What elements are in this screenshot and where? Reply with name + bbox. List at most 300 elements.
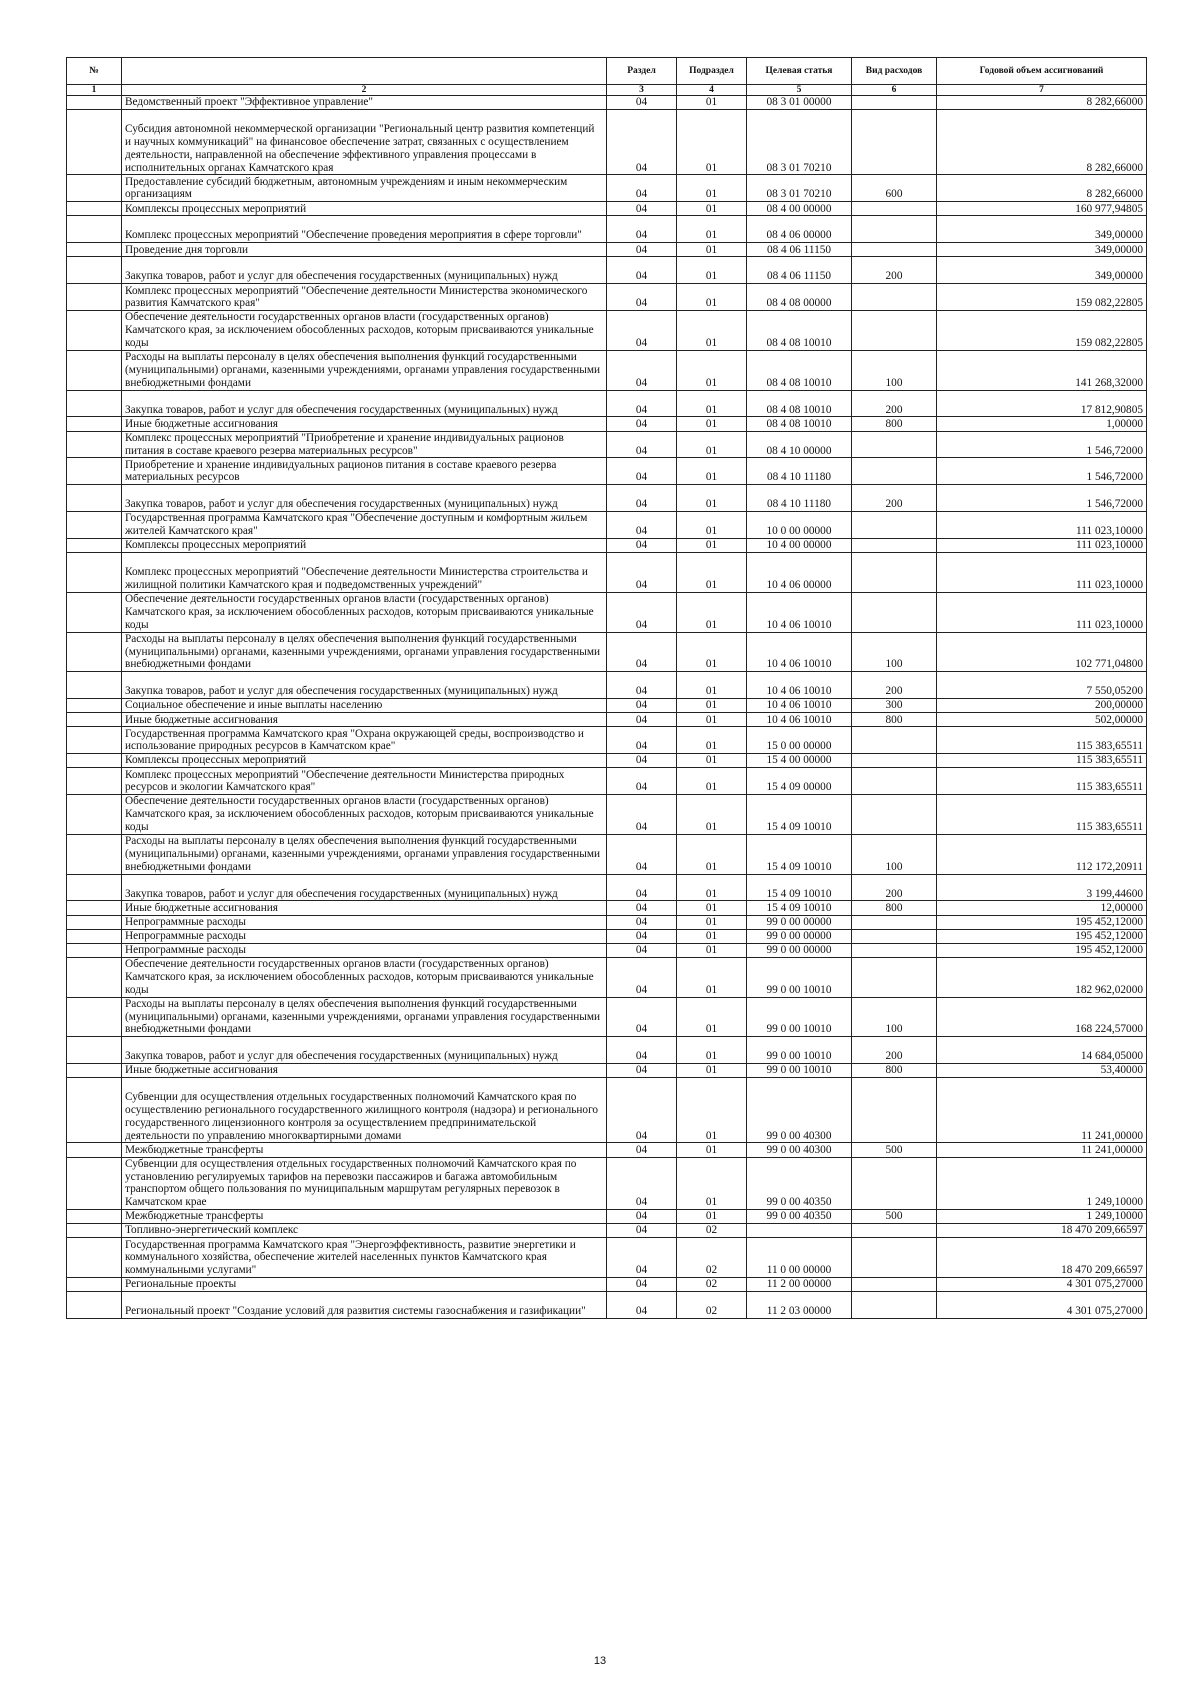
amount-cell: 11 241,00000 bbox=[937, 1078, 1147, 1143]
row-number-cell bbox=[67, 1078, 122, 1143]
kind-cell bbox=[852, 929, 937, 943]
razdel-cell: 04 bbox=[607, 632, 677, 672]
amount-cell: 12,00000 bbox=[937, 901, 1147, 915]
amount-cell: 4 301 075,27000 bbox=[937, 1277, 1147, 1291]
razdel-cell: 04 bbox=[607, 1210, 677, 1224]
amount-cell: 160 977,94805 bbox=[937, 202, 1147, 216]
podrazdel-cell: 01 bbox=[677, 1064, 747, 1078]
table-row bbox=[67, 1277, 1147, 1291]
amount-cell: 159 082,22805 bbox=[937, 311, 1147, 351]
table-row bbox=[67, 632, 1147, 672]
kind-cell bbox=[852, 727, 937, 754]
row-number-cell bbox=[67, 175, 122, 202]
kind-cell bbox=[852, 768, 937, 795]
table-row bbox=[67, 243, 1147, 257]
row-number-cell bbox=[67, 1224, 122, 1238]
razdel-cell: 04 bbox=[607, 672, 677, 699]
row-number-cell bbox=[67, 997, 122, 1037]
razdel-cell: 04 bbox=[607, 284, 677, 311]
table-row bbox=[67, 390, 1147, 417]
row-name-cell: Комплекс процессных мероприятий "Обеспечение деятельности Министерства природных ресурсов и экологии Камчатского края" bbox=[122, 768, 607, 795]
amount-cell: 3 199,44600 bbox=[937, 874, 1147, 901]
amount-cell: 141 268,32000 bbox=[937, 350, 1147, 390]
row-number-cell bbox=[67, 713, 122, 727]
row-number-cell bbox=[67, 553, 122, 593]
kind-cell bbox=[852, 202, 937, 216]
target-cell: 11 0 00 00000 bbox=[747, 1238, 852, 1278]
row-name-cell: Закупка товаров, работ и услуг для обеспечения государственных (муниципальных) нужд bbox=[122, 257, 607, 284]
kind-cell bbox=[852, 1078, 937, 1143]
razdel-cell: 04 bbox=[607, 901, 677, 915]
row-number-cell bbox=[67, 1064, 122, 1078]
podrazdel-cell: 01 bbox=[677, 901, 747, 915]
row-name-cell: Обеспечение деятельности государственных органов власти (государственных органов) Камчатского края, за исключением обособленных расходов, которым присваиваются уникальные коды bbox=[122, 795, 607, 835]
row-number-cell bbox=[67, 943, 122, 957]
column-number: 3 bbox=[607, 85, 677, 96]
row-number-cell bbox=[67, 874, 122, 901]
target-cell: 08 4 08 10010 bbox=[747, 350, 852, 390]
kind-cell: 200 bbox=[852, 874, 937, 901]
kind-cell: 800 bbox=[852, 901, 937, 915]
header-kind: Вид расходов bbox=[852, 58, 937, 85]
kind-cell bbox=[852, 512, 937, 539]
amount-cell: 182 962,02000 bbox=[937, 957, 1147, 997]
amount-cell: 168 224,57000 bbox=[937, 997, 1147, 1037]
row-name-cell: Топливно-энергетический комплекс bbox=[122, 1224, 607, 1238]
amount-cell: 195 452,12000 bbox=[937, 943, 1147, 957]
row-name-cell: Государственная программа Камчатского края "Охрана окружающей среды, воспроизводство и использование природных ресурсов в Камчатском крае" bbox=[122, 727, 607, 754]
row-number-cell bbox=[67, 699, 122, 713]
row-name-cell: Непрограммные расходы bbox=[122, 915, 607, 929]
target-cell: 08 3 01 00000 bbox=[747, 96, 852, 110]
amount-cell: 11 241,00000 bbox=[937, 1143, 1147, 1157]
row-name-cell: Иные бюджетные ассигнования bbox=[122, 417, 607, 431]
target-cell: 10 4 06 10010 bbox=[747, 672, 852, 699]
amount-cell: 8 282,66000 bbox=[937, 175, 1147, 202]
target-cell: 08 4 10 11180 bbox=[747, 458, 852, 485]
row-number-cell bbox=[67, 458, 122, 485]
target-cell: 10 4 06 10010 bbox=[747, 592, 852, 632]
column-number: 2 bbox=[122, 85, 607, 96]
header-target: Целевая статья bbox=[747, 58, 852, 85]
razdel-cell: 04 bbox=[607, 943, 677, 957]
razdel-cell: 04 bbox=[607, 311, 677, 351]
podrazdel-cell: 01 bbox=[677, 592, 747, 632]
kind-cell bbox=[852, 1238, 937, 1278]
row-number-cell bbox=[67, 202, 122, 216]
podrazdel-cell: 01 bbox=[677, 915, 747, 929]
target-cell: 11 2 00 00000 bbox=[747, 1277, 852, 1291]
table-row bbox=[67, 915, 1147, 929]
table-row bbox=[67, 1292, 1147, 1319]
razdel-cell: 04 bbox=[607, 1037, 677, 1064]
amount-cell: 7 550,05200 bbox=[937, 672, 1147, 699]
razdel-cell: 04 bbox=[607, 592, 677, 632]
podrazdel-cell: 01 bbox=[677, 699, 747, 713]
header-no: № bbox=[67, 58, 122, 85]
row-number-cell bbox=[67, 957, 122, 997]
podrazdel-cell: 01 bbox=[677, 1157, 747, 1210]
kind-cell bbox=[852, 110, 937, 175]
kind-cell: 200 bbox=[852, 672, 937, 699]
row-name-cell: Непрограммные расходы bbox=[122, 929, 607, 943]
row-name-cell: Комплекс процессных мероприятий "Приобретение и хранение индивидуальных рационов питания в составе краевого резерва материальных ресурсов" bbox=[122, 431, 607, 458]
row-number-cell bbox=[67, 592, 122, 632]
row-name-cell: Расходы на выплаты персоналу в целях обеспечения выполнения функций государственными (муниципальными) органами, казенными учреждениями, органами управления государственными внебюджетными фондами bbox=[122, 997, 607, 1037]
target-cell: 15 4 09 10010 bbox=[747, 901, 852, 915]
row-name-cell: Государственная программа Камчатского края "Обеспечение доступным и комфортным жильем жителей Камчатского края" bbox=[122, 512, 607, 539]
target-cell: 99 0 00 40350 bbox=[747, 1157, 852, 1210]
podrazdel-cell: 01 bbox=[677, 727, 747, 754]
razdel-cell: 04 bbox=[607, 553, 677, 593]
razdel-cell: 04 bbox=[607, 929, 677, 943]
row-name-cell: Субсидия автономной некоммерческой организации "Региональный центр развития компетенций и научных коммуникаций" на финансовое обеспечение затрат, связанных с осуществлением деятельности, направленной на обеспечение эффективного управления процессами в исполнительных органах Камчатского края bbox=[122, 110, 607, 175]
header-amount: Годовой объем ассигнований bbox=[937, 58, 1147, 85]
row-number-cell bbox=[67, 754, 122, 768]
table-row bbox=[67, 417, 1147, 431]
razdel-cell: 04 bbox=[607, 874, 677, 901]
row-number-cell bbox=[67, 727, 122, 754]
podrazdel-cell: 02 bbox=[677, 1277, 747, 1291]
table-row bbox=[67, 1224, 1147, 1238]
amount-cell: 115 383,65511 bbox=[937, 795, 1147, 835]
table-row bbox=[67, 727, 1147, 754]
table-row bbox=[67, 592, 1147, 632]
row-number-cell bbox=[67, 417, 122, 431]
kind-cell bbox=[852, 1224, 937, 1238]
amount-cell: 1 249,10000 bbox=[937, 1157, 1147, 1210]
kind-cell bbox=[852, 284, 937, 311]
target-cell: 08 4 08 10010 bbox=[747, 390, 852, 417]
amount-cell: 1 546,72000 bbox=[937, 458, 1147, 485]
table-row bbox=[67, 672, 1147, 699]
amount-cell: 18 470 209,66597 bbox=[937, 1224, 1147, 1238]
amount-cell: 349,00000 bbox=[937, 216, 1147, 243]
target-cell: 15 4 00 00000 bbox=[747, 754, 852, 768]
table-row bbox=[67, 458, 1147, 485]
row-number-cell bbox=[67, 485, 122, 512]
razdel-cell: 04 bbox=[607, 1292, 677, 1319]
table-row bbox=[67, 311, 1147, 351]
target-cell: 99 0 00 00000 bbox=[747, 929, 852, 943]
table-row bbox=[67, 216, 1147, 243]
kind-cell: 200 bbox=[852, 485, 937, 512]
razdel-cell: 04 bbox=[607, 795, 677, 835]
row-number-cell bbox=[67, 915, 122, 929]
razdel-cell: 04 bbox=[607, 458, 677, 485]
row-name-cell: Региональный проект "Создание условий для развития системы газоснабжения и газификации" bbox=[122, 1292, 607, 1319]
razdel-cell: 04 bbox=[607, 485, 677, 512]
podrazdel-cell: 01 bbox=[677, 1037, 747, 1064]
kind-cell bbox=[852, 943, 937, 957]
amount-cell: 17 812,90805 bbox=[937, 390, 1147, 417]
podrazdel-cell: 02 bbox=[677, 1238, 747, 1278]
row-name-cell: Предоставление субсидий бюджетным, автономным учреждениям и иным некоммерческим организациям bbox=[122, 175, 607, 202]
page-number: 13 bbox=[593, 1655, 607, 1667]
podrazdel-cell: 01 bbox=[677, 834, 747, 874]
target-cell: 08 4 06 11150 bbox=[747, 243, 852, 257]
kind-cell: 800 bbox=[852, 417, 937, 431]
row-number-cell bbox=[67, 1210, 122, 1224]
table-row bbox=[67, 754, 1147, 768]
table-row bbox=[67, 512, 1147, 539]
amount-cell: 14 684,05000 bbox=[937, 1037, 1147, 1064]
amount-cell: 111 023,10000 bbox=[937, 539, 1147, 553]
header-name bbox=[122, 58, 607, 85]
kind-cell: 100 bbox=[852, 997, 937, 1037]
column-number: 1 bbox=[67, 85, 122, 96]
row-number-cell bbox=[67, 672, 122, 699]
amount-cell: 102 771,04800 bbox=[937, 632, 1147, 672]
podrazdel-cell: 01 bbox=[677, 350, 747, 390]
razdel-cell: 04 bbox=[607, 417, 677, 431]
podrazdel-cell: 01 bbox=[677, 997, 747, 1037]
razdel-cell: 04 bbox=[607, 512, 677, 539]
podrazdel-cell: 01 bbox=[677, 1143, 747, 1157]
header-razdel: Раздел bbox=[607, 58, 677, 85]
row-number-cell bbox=[67, 311, 122, 351]
header-podrazdel: Подраздел bbox=[677, 58, 747, 85]
row-name-cell: Государственная программа Камчатского края "Энергоэффективность, развитие энергетики и коммунального хозяйства, обеспечение жителей населенных пунктов Камчатского края коммунальными услугами" bbox=[122, 1238, 607, 1278]
podrazdel-cell: 01 bbox=[677, 485, 747, 512]
row-name-cell: Закупка товаров, работ и услуг для обеспечения государственных (муниципальных) нужд bbox=[122, 485, 607, 512]
row-number-cell bbox=[67, 96, 122, 110]
kind-cell bbox=[852, 1277, 937, 1291]
podrazdel-cell: 01 bbox=[677, 1078, 747, 1143]
table-row bbox=[67, 1238, 1147, 1278]
target-cell: 15 4 09 00000 bbox=[747, 768, 852, 795]
target-cell: 99 0 00 40300 bbox=[747, 1078, 852, 1143]
target-cell: 08 3 01 70210 bbox=[747, 110, 852, 175]
podrazdel-cell: 01 bbox=[677, 713, 747, 727]
razdel-cell: 04 bbox=[607, 1224, 677, 1238]
kind-cell bbox=[852, 243, 937, 257]
table-row bbox=[67, 1210, 1147, 1224]
table-row bbox=[67, 957, 1147, 997]
amount-cell: 111 023,10000 bbox=[937, 592, 1147, 632]
kind-cell: 600 bbox=[852, 175, 937, 202]
amount-cell: 8 282,66000 bbox=[937, 110, 1147, 175]
podrazdel-cell: 01 bbox=[677, 768, 747, 795]
table-row bbox=[67, 553, 1147, 593]
row-number-cell bbox=[67, 1238, 122, 1278]
table-row bbox=[67, 1078, 1147, 1143]
kind-cell bbox=[852, 96, 937, 110]
table-header-row bbox=[67, 58, 1147, 85]
row-name-cell: Межбюджетные трансферты bbox=[122, 1210, 607, 1224]
target-cell: 08 4 10 00000 bbox=[747, 431, 852, 458]
row-name-cell: Обеспечение деятельности государственных органов власти (государственных органов) Камчатского края, за исключением обособленных расходов, которым присваиваются уникальные коды bbox=[122, 311, 607, 351]
razdel-cell: 04 bbox=[607, 431, 677, 458]
kind-cell: 200 bbox=[852, 390, 937, 417]
podrazdel-cell: 01 bbox=[677, 458, 747, 485]
target-cell bbox=[747, 1224, 852, 1238]
podrazdel-cell: 01 bbox=[677, 754, 747, 768]
razdel-cell: 04 bbox=[607, 1157, 677, 1210]
target-cell: 99 0 00 40350 bbox=[747, 1210, 852, 1224]
row-number-cell bbox=[67, 284, 122, 311]
razdel-cell: 04 bbox=[607, 754, 677, 768]
amount-cell: 159 082,22805 bbox=[937, 284, 1147, 311]
row-number-cell bbox=[67, 243, 122, 257]
kind-cell bbox=[852, 592, 937, 632]
kind-cell bbox=[852, 431, 937, 458]
table-row bbox=[67, 110, 1147, 175]
table-row bbox=[67, 768, 1147, 795]
row-name-cell: Иные бюджетные ассигнования bbox=[122, 713, 607, 727]
row-name-cell: Комплекс процессных мероприятий "Обеспечение деятельности Министерства экономического развития Камчатского края" bbox=[122, 284, 607, 311]
table-row bbox=[67, 943, 1147, 957]
table-row bbox=[67, 1143, 1147, 1157]
row-number-cell bbox=[67, 795, 122, 835]
table-row bbox=[67, 901, 1147, 915]
kind-cell bbox=[852, 458, 937, 485]
target-cell: 11 2 03 00000 bbox=[747, 1292, 852, 1319]
podrazdel-cell: 01 bbox=[677, 284, 747, 311]
amount-cell: 115 383,65511 bbox=[937, 768, 1147, 795]
amount-cell: 349,00000 bbox=[937, 257, 1147, 284]
target-cell: 08 4 08 00000 bbox=[747, 284, 852, 311]
razdel-cell: 04 bbox=[607, 1078, 677, 1143]
column-number: 6 bbox=[852, 85, 937, 96]
target-cell: 15 4 09 10010 bbox=[747, 834, 852, 874]
amount-cell: 53,40000 bbox=[937, 1064, 1147, 1078]
table-row bbox=[67, 175, 1147, 202]
target-cell: 15 4 09 10010 bbox=[747, 795, 852, 835]
row-number-cell bbox=[67, 539, 122, 553]
razdel-cell: 04 bbox=[607, 350, 677, 390]
podrazdel-cell: 01 bbox=[677, 795, 747, 835]
podrazdel-cell: 01 bbox=[677, 243, 747, 257]
podrazdel-cell: 01 bbox=[677, 943, 747, 957]
row-number-cell bbox=[67, 929, 122, 943]
row-number-cell bbox=[67, 768, 122, 795]
target-cell: 08 4 08 10010 bbox=[747, 417, 852, 431]
table-row bbox=[67, 539, 1147, 553]
podrazdel-cell: 01 bbox=[677, 202, 747, 216]
row-name-cell: Приобретение и хранение индивидуальных рационов питания в составе краевого резерва материальных ресурсов bbox=[122, 458, 607, 485]
table-row bbox=[67, 257, 1147, 284]
razdel-cell: 04 bbox=[607, 216, 677, 243]
podrazdel-cell: 01 bbox=[677, 632, 747, 672]
podrazdel-cell: 02 bbox=[677, 1292, 747, 1319]
razdel-cell: 04 bbox=[607, 915, 677, 929]
amount-cell: 1 546,72000 bbox=[937, 431, 1147, 458]
target-cell: 10 0 00 00000 bbox=[747, 512, 852, 539]
razdel-cell: 04 bbox=[607, 110, 677, 175]
kind-cell bbox=[852, 915, 937, 929]
kind-cell bbox=[852, 311, 937, 351]
column-number: 7 bbox=[937, 85, 1147, 96]
podrazdel-cell: 01 bbox=[677, 1210, 747, 1224]
row-number-cell bbox=[67, 257, 122, 284]
kind-cell bbox=[852, 216, 937, 243]
amount-cell: 4 301 075,27000 bbox=[937, 1292, 1147, 1319]
row-name-cell: Закупка товаров, работ и услуг для обеспечения государственных (муниципальных) нужд bbox=[122, 874, 607, 901]
row-number-cell bbox=[67, 1143, 122, 1157]
target-cell: 99 0 00 10010 bbox=[747, 997, 852, 1037]
razdel-cell: 04 bbox=[607, 1143, 677, 1157]
row-name-cell: Обеспечение деятельности государственных органов власти (государственных органов) Камчатского края, за исключением обособленных расходов, которым присваиваются уникальные коды bbox=[122, 957, 607, 997]
podrazdel-cell: 01 bbox=[677, 417, 747, 431]
kind-cell: 300 bbox=[852, 699, 937, 713]
target-cell: 99 0 00 10010 bbox=[747, 957, 852, 997]
kind-cell: 100 bbox=[852, 350, 937, 390]
row-name-cell: Комплекс процессных мероприятий "Обеспечение деятельности Министерства строительства и жилищной политики Камчатского края и подведомственных учреждений" bbox=[122, 553, 607, 593]
table-row bbox=[67, 834, 1147, 874]
budget-table bbox=[66, 57, 1147, 1319]
razdel-cell: 04 bbox=[607, 713, 677, 727]
row-name-cell: Межбюджетные трансферты bbox=[122, 1143, 607, 1157]
kind-cell bbox=[852, 754, 937, 768]
razdel-cell: 04 bbox=[607, 175, 677, 202]
table-row bbox=[67, 485, 1147, 512]
razdel-cell: 04 bbox=[607, 1277, 677, 1291]
kind-cell bbox=[852, 1157, 937, 1210]
row-name-cell: Закупка товаров, работ и услуг для обеспечения государственных (муниципальных) нужд bbox=[122, 672, 607, 699]
table-row bbox=[67, 1037, 1147, 1064]
row-number-cell bbox=[67, 834, 122, 874]
podrazdel-cell: 01 bbox=[677, 874, 747, 901]
amount-cell: 111 023,10000 bbox=[937, 553, 1147, 593]
target-cell: 08 3 01 70210 bbox=[747, 175, 852, 202]
kind-cell: 500 bbox=[852, 1143, 937, 1157]
table-row bbox=[67, 795, 1147, 835]
table-row bbox=[67, 874, 1147, 901]
table-row bbox=[67, 1064, 1147, 1078]
kind-cell bbox=[852, 539, 937, 553]
row-name-cell: Иные бюджетные ассигнования bbox=[122, 901, 607, 915]
podrazdel-cell: 01 bbox=[677, 672, 747, 699]
amount-cell: 1 249,10000 bbox=[937, 1210, 1147, 1224]
row-name-cell: Расходы на выплаты персоналу в целях обеспечения выполнения функций государственными (муниципальными) органами, казенными учреждениями, органами управления государственными внебюджетными фондами bbox=[122, 834, 607, 874]
table-row bbox=[67, 929, 1147, 943]
column-number-row bbox=[67, 85, 1147, 96]
podrazdel-cell: 01 bbox=[677, 553, 747, 593]
razdel-cell: 04 bbox=[607, 834, 677, 874]
razdel-cell: 04 bbox=[607, 699, 677, 713]
amount-cell: 115 383,65511 bbox=[937, 754, 1147, 768]
target-cell: 10 4 06 10010 bbox=[747, 699, 852, 713]
table-row bbox=[67, 699, 1147, 713]
row-number-cell bbox=[67, 1037, 122, 1064]
table-row bbox=[67, 431, 1147, 458]
target-cell: 10 4 00 00000 bbox=[747, 539, 852, 553]
row-number-cell bbox=[67, 350, 122, 390]
row-name-cell: Расходы на выплаты персоналу в целях обеспечения выполнения функций государственными (муниципальными) органами, казенными учреждениями, органами управления государственными внебюджетными фондами bbox=[122, 632, 607, 672]
column-number: 5 bbox=[747, 85, 852, 96]
podrazdel-cell: 01 bbox=[677, 96, 747, 110]
row-name-cell: Комплексы процессных мероприятий bbox=[122, 754, 607, 768]
podrazdel-cell: 01 bbox=[677, 175, 747, 202]
row-name-cell: Обеспечение деятельности государственных органов власти (государственных органов) Камчатского края, за исключением обособленных расходов, которым присваиваются уникальные коды bbox=[122, 592, 607, 632]
amount-cell: 112 172,20911 bbox=[937, 834, 1147, 874]
podrazdel-cell: 01 bbox=[677, 512, 747, 539]
target-cell: 10 4 06 00000 bbox=[747, 553, 852, 593]
kind-cell: 200 bbox=[852, 1037, 937, 1064]
amount-cell: 502,00000 bbox=[937, 713, 1147, 727]
kind-cell: 100 bbox=[852, 834, 937, 874]
amount-cell: 1 546,72000 bbox=[937, 485, 1147, 512]
kind-cell: 100 bbox=[852, 632, 937, 672]
budget-sheet bbox=[66, 57, 1146, 1319]
row-name-cell: Комплекс процессных мероприятий "Обеспечение проведения мероприятия в сфере торговли" bbox=[122, 216, 607, 243]
target-cell: 99 0 00 10010 bbox=[747, 1037, 852, 1064]
row-name-cell: Закупка товаров, работ и услуг для обеспечения государственных (муниципальных) нужд bbox=[122, 1037, 607, 1064]
target-cell: 08 4 06 00000 bbox=[747, 216, 852, 243]
row-number-cell bbox=[67, 110, 122, 175]
razdel-cell: 04 bbox=[607, 243, 677, 257]
